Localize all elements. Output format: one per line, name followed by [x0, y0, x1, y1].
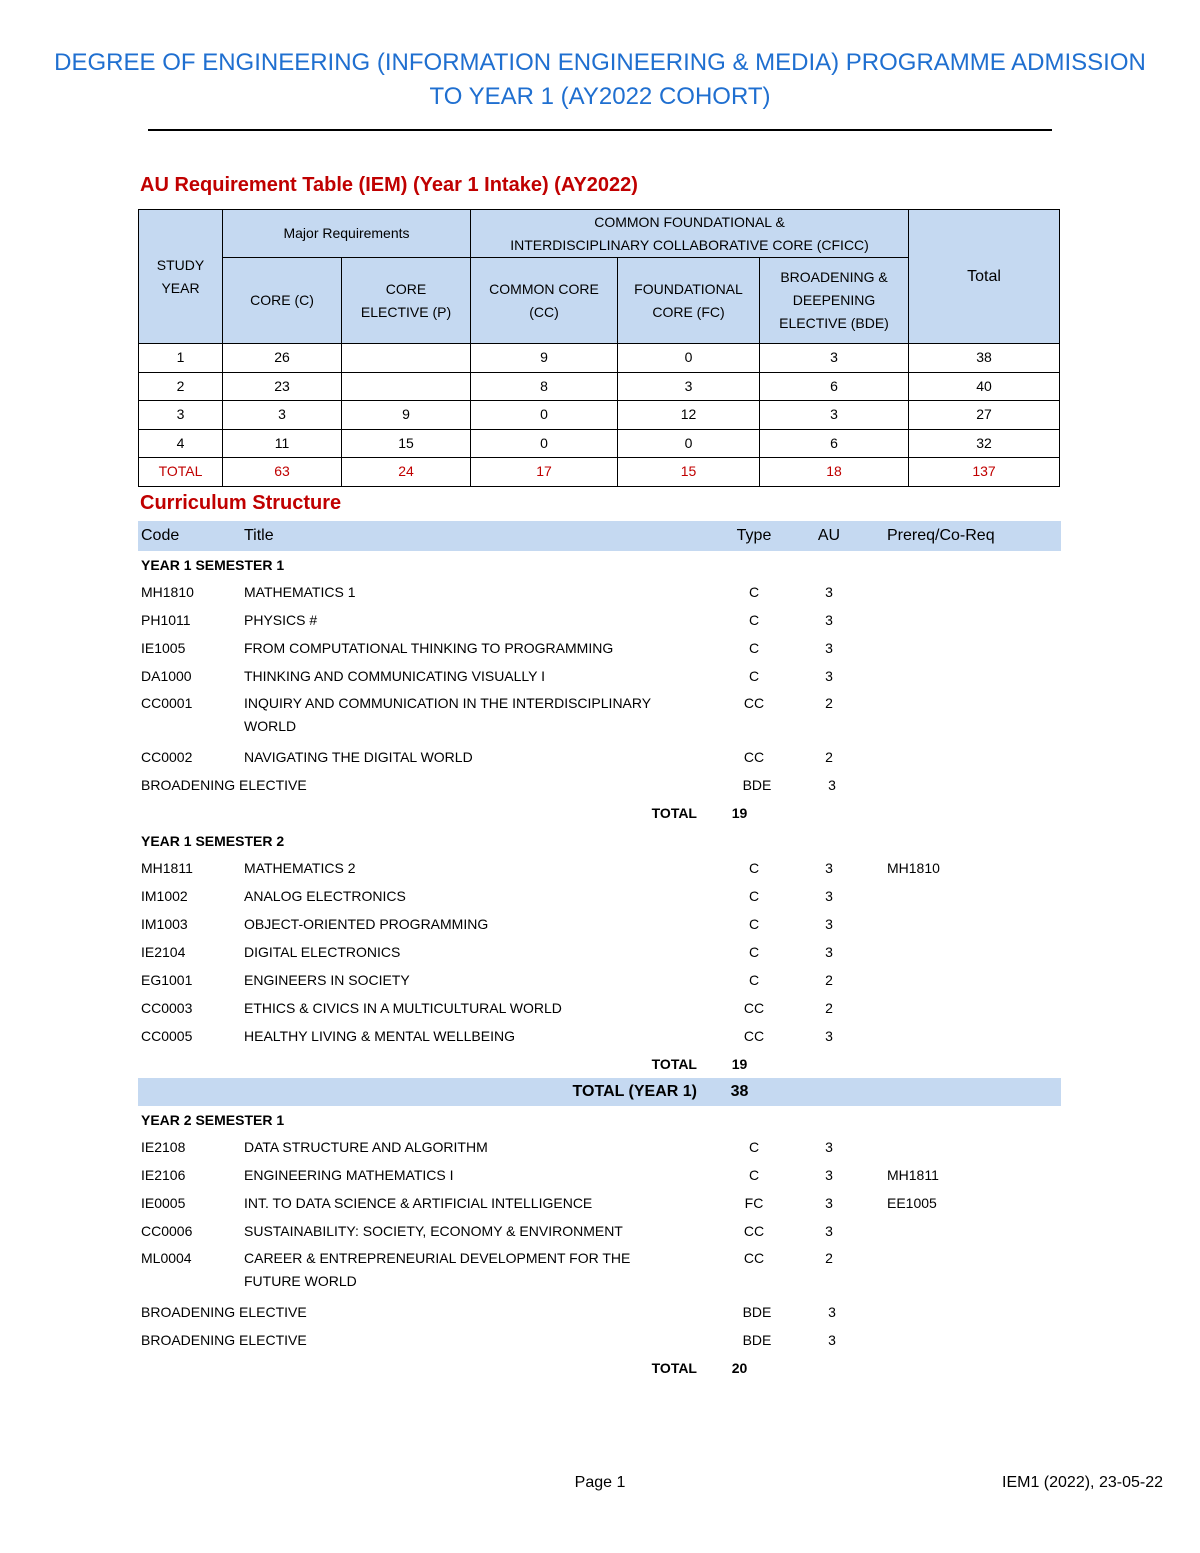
curriculum-table [138, 521, 1061, 1382]
list-item: CC0006 SUSTAINABILITY: SOCIETY, ECONOMY & ENVIRONMENT CC 3 [141, 1223, 833, 1239]
table-row: 4 11 15 0 0 6 32 [139, 429, 1060, 458]
semester-label: YEAR 1 SEMESTER 2 [141, 832, 285, 849]
type-header: Type [736, 527, 772, 544]
semester-label: YEAR 2 SEMESTER 1 [141, 1111, 285, 1128]
curriculum-header-row [138, 521, 1061, 551]
list-item: MH1810 MATHEMATICS 1 C 3 [141, 584, 833, 600]
major-requirements-header: Major Requirements [223, 210, 471, 258]
table-total-row: TOTAL 63 24 17 15 18 137 [139, 458, 1060, 487]
list-item: IM1002 ANALOG ELECTRONICS C 3 [141, 888, 833, 904]
curriculum-title: Curriculum Structure [140, 492, 342, 514]
list-item: PH1011 PHYSICS # C 3 [141, 612, 833, 628]
bde-header: BROADENING & DEEPENING ELECTIVE (BDE) [760, 258, 909, 344]
table-row: 2 23 8 3 6 40 [139, 372, 1060, 401]
list-item: IE1005 FROM COMPUTATIONAL THINKING TO PROGRAMMING C 3 [141, 640, 833, 656]
table-row: 3 3 9 0 12 3 27 [139, 401, 1060, 430]
list-item: CC0002 NAVIGATING THE DIGITAL WORLD CC 2 [141, 749, 833, 765]
core-c-header: CORE (C) [223, 258, 342, 344]
list-item: IE2104 DIGITAL ELECTRONICS C 3 [141, 944, 833, 960]
list-item: BROADENING ELECTIVE BDE 3 [141, 1304, 836, 1320]
list-item: IE2106 ENGINEERING MATHEMATICS I C 3 MH1811 [141, 1167, 939, 1183]
list-item: DA1000 THINKING AND COMMUNICATING VISUALLY I C 3 [141, 668, 833, 684]
list-item: CC0003 ETHICS & CIVICS IN A MULTICULTURAL WORLD CC 2 [141, 1000, 833, 1016]
title-divider [148, 129, 1052, 131]
list-item: ML0004 CAREER & ENTREPRENEURIAL DEVELOPMENT FOR THE FUTURE WORLD CC 2 [141, 1250, 833, 1289]
au-requirement-table [138, 209, 1060, 487]
list-item: IM1003 OBJECT-ORIENTED PROGRAMMING C 3 [141, 916, 833, 932]
au-table-title: AU Requirement Table (IEM) (Year 1 Intake) (AY2022) [140, 174, 638, 196]
document-title [0, 46, 1200, 114]
semester-label: YEAR 1 SEMESTER 1 [141, 556, 285, 573]
list-item: BROADENING ELECTIVE BDE 3 [141, 1332, 836, 1348]
semester-total: TOTAL 19 [651, 1056, 748, 1072]
au-header: AU [817, 527, 841, 544]
page-number: Page 1 [574, 1474, 626, 1491]
study-year-header: STUDY YEAR [139, 210, 223, 344]
title-line-2: TO YEAR 1 (AY2022 COHORT) [429, 83, 771, 110]
semester-total: TOTAL 20 [651, 1360, 748, 1376]
core-elective-header: CORE ELECTIVE (P) [342, 258, 471, 344]
cficc-header: COMMON FOUNDATIONAL & INTERDISCIPLINARY COLLABORATIVE CORE (CFICC) [471, 210, 909, 258]
year-total: TOTAL (YEAR 1) 38 [138, 1078, 1061, 1106]
code-header: Code [141, 527, 180, 544]
common-core-header: COMMON CORE (CC) [471, 258, 618, 344]
list-item: MH1811 MATHEMATICS 2 C 3 MH1810 [141, 860, 940, 876]
list-item: CC0005 HEALTHY LIVING & MENTAL WELLBEING CC 3 [141, 1028, 833, 1044]
foundational-core-header: FOUNDATIONAL CORE (FC) [618, 258, 760, 344]
title-header: Title [244, 527, 274, 544]
prereq-header: Prereq/Co-Req [887, 527, 995, 544]
list-item: BROADENING ELECTIVE BDE 3 [141, 777, 836, 793]
table-row: 1 26 9 0 3 38 [139, 344, 1060, 373]
list-item: EG1001 ENGINEERS IN SOCIETY C 2 [141, 972, 833, 988]
total-header: Total [909, 210, 1060, 344]
list-item: IE0005 INT. TO DATA SCIENCE & ARTIFICIAL INTELLIGENCE FC 3 EE1005 [141, 1195, 937, 1211]
title-line-1: DEGREE OF ENGINEERING (INFORMATION ENGINEERING & MEDIA) PROGRAMME ADMISSION [54, 49, 1146, 76]
list-item: IE2108 DATA STRUCTURE AND ALGORITHM C 3 [141, 1139, 833, 1155]
semester-total: TOTAL 19 [651, 805, 748, 821]
document-reference: IEM1 (2022), 23-05-22 [1002, 1474, 1163, 1491]
list-item: CC0001 INQUIRY AND COMMUNICATION IN THE INTERDISCIPLINARY WORLD CC 2 [141, 695, 833, 734]
